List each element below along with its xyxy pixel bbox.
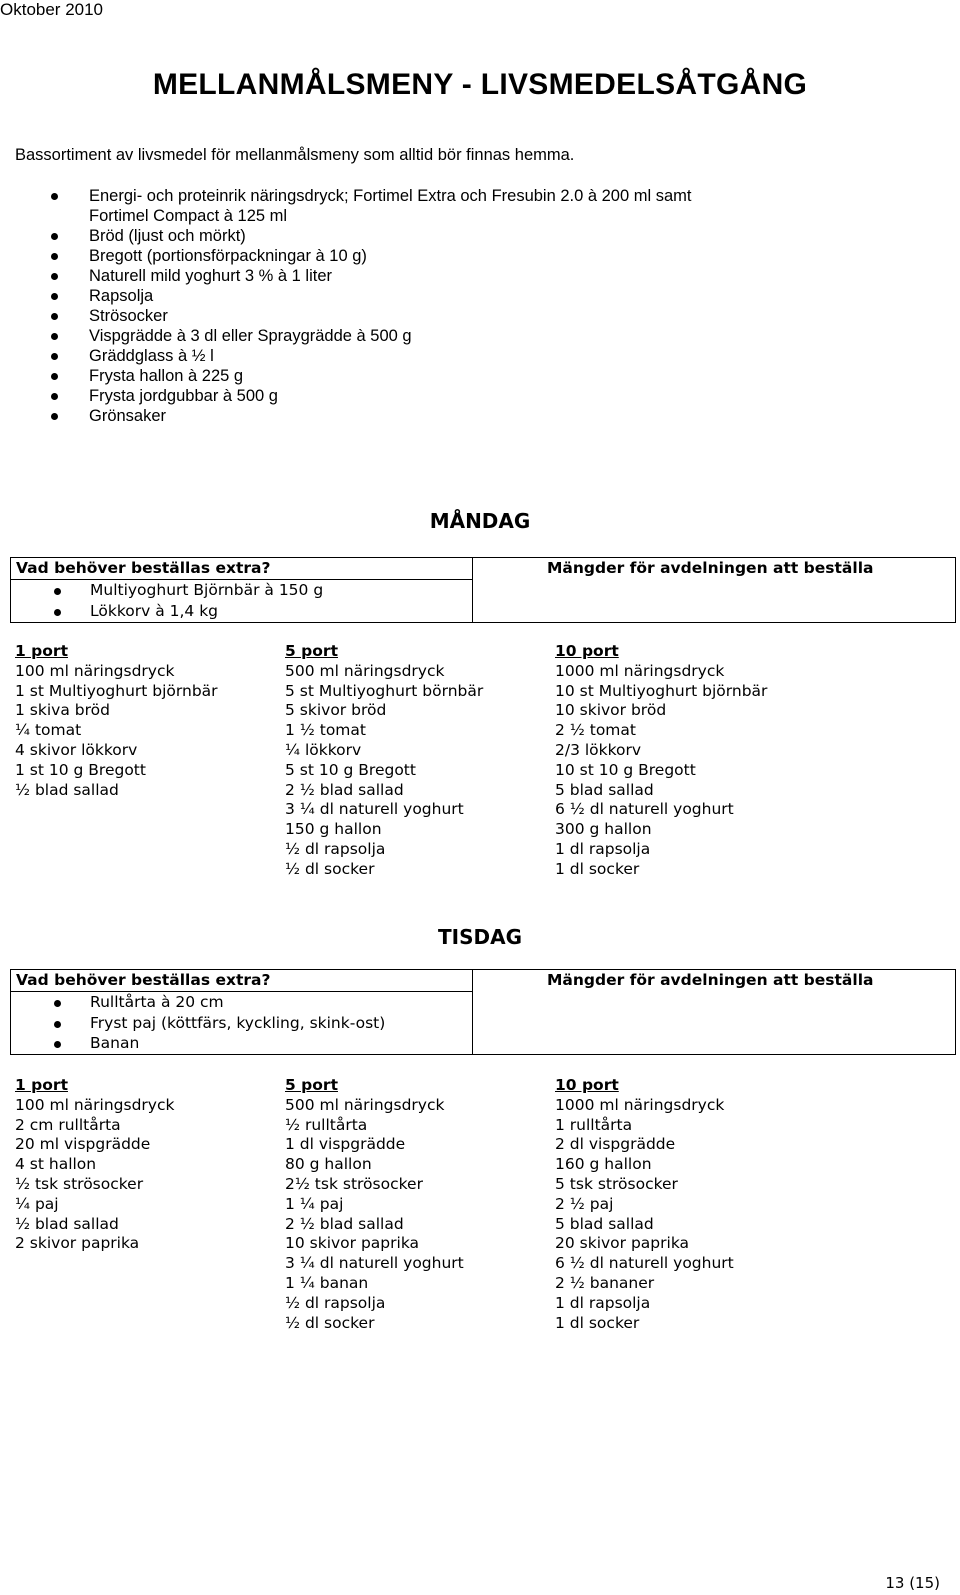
bullet-icon: [51, 273, 58, 280]
portion-item: ¼ paj: [15, 1194, 59, 1213]
list-item: Rapsolja: [0, 286, 809, 306]
portion-item: ¼ tomat: [15, 721, 82, 740]
portion-item: 2 ½ paj: [555, 1194, 614, 1213]
portion-item: 1 skiva bröd: [15, 701, 110, 720]
portion-item: 10 skivor bröd: [555, 701, 667, 720]
portion-item: 1 ½ tomat: [285, 721, 366, 740]
bullet-icon: [51, 353, 58, 360]
portion-item: 10 st 10 g Bregott: [555, 760, 696, 779]
portion-item: 80 g hallon: [285, 1155, 372, 1174]
column-header: 10 port: [555, 642, 619, 660]
portion-item: 1 rulltårta: [555, 1115, 633, 1134]
column-header: 5 port: [285, 1076, 338, 1094]
bullet-icon: [54, 1041, 61, 1048]
order-table-tuesday: [10, 969, 956, 1055]
bullet-icon: [54, 1021, 61, 1028]
portion-item: 1 dl rapsolja: [555, 839, 651, 858]
portion-item: ½ dl rapsolja: [285, 1293, 386, 1312]
portion-item: 500 ml näringsdryck: [285, 661, 445, 680]
day-heading-monday: MÅNDAG: [429, 509, 531, 533]
list-item: Grönsaker: [0, 406, 809, 426]
bullet-icon: [51, 413, 58, 420]
portion-item: 2 skivor paprika: [15, 1234, 140, 1253]
portion-item: 4 skivor lökkorv: [15, 740, 138, 759]
portion-item: 5 st 10 g Bregott: [285, 760, 416, 779]
portion-item: 150 g hallon: [285, 820, 382, 839]
portion-item: 5 st Multiyoghurt börnbär: [285, 681, 484, 700]
portion-item: 1 st Multiyoghurt björnbär: [15, 681, 218, 700]
extra-order-list: [11, 992, 385, 1054]
bullet-icon: [51, 233, 58, 240]
bullet-icon: [54, 1000, 61, 1007]
bullet-icon: [51, 313, 58, 320]
portion-item: 1000 ml näringsdryck: [555, 661, 725, 680]
portion-item: ¼ lökkorv: [285, 740, 362, 759]
portion-item: 100 ml näringsdryck: [15, 661, 175, 680]
list-item: Multiyoghurt Björnbär à 150 g: [11, 580, 323, 601]
list-item: Bregott (portionsförpackningar à 10 g): [0, 246, 809, 266]
portion-item: 100 ml näringsdryck: [15, 1095, 175, 1114]
bullet-icon: [51, 193, 58, 200]
table-divider: [472, 558, 473, 622]
portion-item: 2 ½ tomat: [555, 721, 636, 740]
column-header: 1 port: [15, 642, 68, 660]
portion-item: 1 dl rapsolja: [555, 1293, 651, 1312]
page-number: 13 (15): [885, 1574, 940, 1592]
portion-item: 3 ¼ dl naturell yoghurt: [285, 1254, 464, 1273]
portion-item: ½ dl socker: [285, 859, 375, 878]
portion-item: 5 skivor bröd: [285, 701, 387, 720]
portion-item: ½ blad sallad: [15, 1214, 119, 1233]
list-item: Rulltårta à 20 cm: [11, 992, 385, 1013]
column-header: 10 port: [555, 1076, 619, 1094]
order-label: Vad behöver beställas extra?: [16, 971, 271, 989]
column-header: 5 port: [285, 642, 338, 660]
portion-item: 2/3 lökkorv: [555, 740, 642, 759]
portion-item: 5 tsk strösocker: [555, 1174, 678, 1193]
table-divider: [472, 970, 473, 1054]
day-heading-tuesday: TISDAG: [438, 925, 522, 949]
list-item: Bröd (ljust och mörkt): [0, 226, 809, 246]
portion-item: ½ rulltårta: [285, 1115, 368, 1134]
list-item: Banan: [11, 1033, 385, 1054]
bullet-icon: [51, 333, 58, 340]
portion-item: 10 st Multiyoghurt björnbär: [555, 681, 768, 700]
portion-item: 5 blad sallad: [555, 780, 654, 799]
order-table-monday: [10, 557, 956, 623]
portion-item: 5 blad sallad: [555, 1214, 654, 1233]
column-header: 1 port: [15, 1076, 68, 1094]
page-title: MELLANMÅLSMENY - LIVSMEDELSÅTGÅNG: [152, 68, 808, 101]
bullet-icon: [51, 393, 58, 400]
bullet-icon: [54, 588, 61, 595]
order-label: Vad behöver beställas extra?: [16, 559, 271, 577]
portion-column-5: [285, 1076, 545, 1333]
portion-item: 20 ml vispgrädde: [15, 1135, 151, 1154]
list-item: Strösocker: [0, 306, 809, 326]
portion-column-1: [15, 1076, 275, 1254]
intro-text: Bassortiment av livsmedel för mellanmålsmeny som alltid bör finnas hemma.: [15, 146, 575, 164]
portion-item: 1000 ml näringsdryck: [555, 1095, 725, 1114]
extra-order-list: [11, 580, 323, 621]
portion-item: 2 ½ blad sallad: [285, 780, 404, 799]
list-item: Lökkorv à 1,4 kg: [11, 601, 323, 622]
portion-item: ½ dl rapsolja: [285, 839, 386, 858]
portion-item: ½ tsk strösocker: [15, 1174, 144, 1193]
portion-item: 1 ¼ paj: [285, 1194, 344, 1213]
portion-item: 6 ½ dl naturell yoghurt: [555, 1254, 734, 1273]
portion-item: 6 ½ dl naturell yoghurt: [555, 800, 734, 819]
list-item: Fryst paj (köttfärs, kyckling, skink-ost): [11, 1013, 385, 1034]
bullet-icon: [54, 609, 61, 616]
header-date: Oktober 2010: [0, 0, 104, 19]
list-item: Vispgrädde à 3 dl eller Spraygrädde à 500 g: [0, 326, 809, 346]
portion-item: 20 skivor paprika: [555, 1234, 690, 1253]
amount-label: Mängder för avdelningen att beställa: [547, 971, 874, 989]
portion-item: 160 g hallon: [555, 1155, 652, 1174]
portion-item: 1 st 10 g Bregott: [15, 760, 146, 779]
portion-item: 1 dl socker: [555, 859, 640, 878]
bullet-icon: [51, 373, 58, 380]
list-item: Frysta jordgubbar à 500 g: [0, 386, 809, 406]
portion-item: 4 st hallon: [15, 1155, 97, 1174]
portion-column-5: [285, 642, 545, 880]
portion-item: ½ dl socker: [285, 1313, 375, 1332]
list-item: Frysta hallon à 225 g: [0, 366, 809, 386]
amount-label: Mängder för avdelningen att beställa: [547, 559, 874, 577]
basic-assortment-list: [0, 186, 809, 426]
portion-item: 500 ml näringsdryck: [285, 1095, 445, 1114]
list-item: Naturell mild yoghurt 3 % à 1 liter: [0, 266, 809, 286]
list-item: Fortimel Compact à 125 ml: [89, 207, 288, 225]
portion-column-10: [555, 642, 815, 880]
portion-item: 1 dl vispgrädde: [285, 1135, 406, 1154]
portion-item: 2 cm rulltårta: [15, 1115, 121, 1134]
bullet-icon: [51, 253, 58, 260]
portion-item: 1 ¼ banan: [285, 1273, 369, 1292]
portion-column-1: [15, 642, 275, 800]
portion-item: 10 skivor paprika: [285, 1234, 420, 1253]
portion-item: 1 dl socker: [555, 1313, 640, 1332]
portion-item: ½ blad sallad: [15, 780, 119, 799]
portion-item: 300 g hallon: [555, 820, 652, 839]
list-item: Gräddglass à ½ l: [0, 346, 809, 366]
portion-item: 2 dl vispgrädde: [555, 1135, 676, 1154]
portion-item: 3 ¼ dl naturell yoghurt: [285, 800, 464, 819]
portion-item: 2½ tsk strösocker: [285, 1174, 423, 1193]
portion-column-10: [555, 1076, 815, 1333]
bullet-icon: [51, 293, 58, 300]
portion-item: 2 ½ blad sallad: [285, 1214, 404, 1233]
portion-item: 2 ½ bananer: [555, 1273, 655, 1292]
list-item: Energi- och proteinrik näringsdryck; Fortimel Extra och Fresubin 2.0 à 200 ml samt: [0, 186, 809, 206]
